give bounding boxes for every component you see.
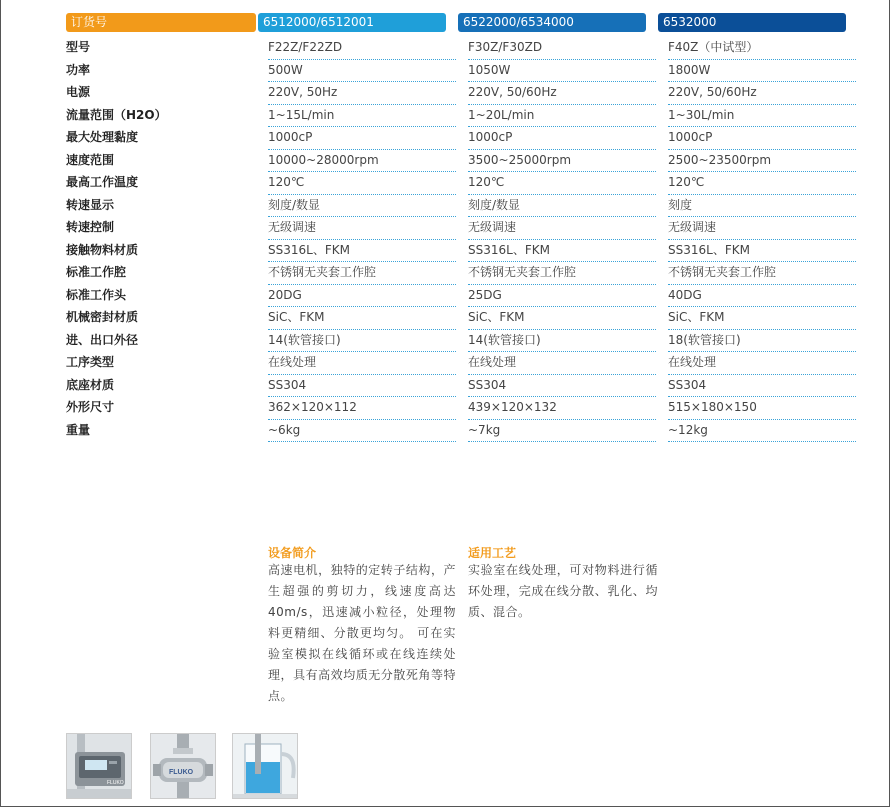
spec-row-value: SS304 <box>668 375 856 398</box>
spec-row-value: 刻度/数显 <box>468 195 656 218</box>
spec-row-value: 500W <box>268 60 456 83</box>
spec-row-value: 1~30L/min <box>668 105 856 128</box>
spec-row-value: 不锈钢无夹套工作腔 <box>468 262 656 285</box>
spec-row-value: 20DG <box>268 285 456 308</box>
product-photo-beaker <box>232 733 298 799</box>
spec-row <box>66 105 858 128</box>
spec-row-value: SiC、FKM <box>468 307 656 330</box>
spec-row-label: 底座材质 <box>66 377 115 392</box>
application-text: 实验室在线处理，可对物料进行循环处理，完成在线分散、乳化、均质、混合。 <box>468 563 658 619</box>
spec-row-label: 接触物料材质 <box>66 242 139 257</box>
spec-row-value: SS316L、FKM <box>668 240 856 263</box>
spec-row-value: 1000cP <box>268 127 456 150</box>
spec-row <box>66 330 858 353</box>
spec-row-label: 流量范围（H2O） <box>66 107 167 122</box>
spec-row-value: 220V, 50Hz <box>268 82 456 105</box>
spec-row-label: 型号 <box>66 40 91 54</box>
spec-row-label: 转速控制 <box>66 220 115 234</box>
spec-row-value: 在线处理 <box>268 352 456 375</box>
spec-row-value: 120℃ <box>468 172 656 195</box>
spec-row-value: 3500~25000rpm <box>468 150 656 173</box>
spec-row-value: SS304 <box>468 375 656 398</box>
spec-row-value: ~6kg <box>268 420 456 443</box>
spec-row-value: SS304 <box>268 375 456 398</box>
spec-row-label: 最大处理黏度 <box>66 130 139 144</box>
spec-row-label: 标准工作腔 <box>66 265 127 279</box>
spec-row <box>66 285 858 308</box>
spec-row-value: 220V, 50/60Hz <box>668 82 856 105</box>
spec-row <box>66 172 858 195</box>
spec-row-value: ~7kg <box>468 420 656 443</box>
spec-row <box>66 195 858 218</box>
application-title: 适用工艺 <box>468 546 517 560</box>
spec-row-value: 18(软管接口) <box>668 330 856 353</box>
spec-row-label: 机械密封材质 <box>66 310 139 324</box>
spec-row-value: SiC、FKM <box>268 307 456 330</box>
spec-table-header <box>66 13 858 32</box>
spec-row-value: 14(软管接口) <box>468 330 656 353</box>
spec-row-value: 25DG <box>468 285 656 308</box>
spec-row-label: 功率 <box>66 62 91 77</box>
spec-row-value: F22Z/F22ZD <box>268 37 456 60</box>
spec-row <box>66 420 858 443</box>
spec-row-value: F40Z（中试型） <box>668 37 856 60</box>
model-column-3: 6532000 <box>658 13 846 32</box>
spec-row-value: 362×120×112 <box>268 397 456 420</box>
spec-row-value: 在线处理 <box>668 352 856 375</box>
spec-row-value: 无级调速 <box>668 217 856 240</box>
spec-row-value: SS316L、FKM <box>268 240 456 263</box>
spec-row <box>66 262 858 285</box>
spec-row <box>66 352 858 375</box>
spec-row-label: 速度范围 <box>66 152 115 167</box>
description-title: 设备简介 <box>268 546 317 560</box>
spec-row <box>66 127 858 150</box>
spec-row-label: 外形尺寸 <box>66 400 115 414</box>
order-number-label: 订货号 <box>66 13 256 32</box>
spec-row-value: 1050W <box>468 60 656 83</box>
spec-row-value: 14(软管接口) <box>268 330 456 353</box>
spec-row-value: 515×180×150 <box>668 397 856 420</box>
spec-row <box>66 240 858 263</box>
spec-row-value: SiC、FKM <box>668 307 856 330</box>
spec-row-value: 不锈钢无夹套工作腔 <box>668 262 856 285</box>
spec-row-value: 1000cP <box>468 127 656 150</box>
spec-row-value: 220V, 50/60Hz <box>468 82 656 105</box>
spec-row-value: 无级调速 <box>468 217 656 240</box>
spec-row <box>66 375 858 398</box>
spec-table-body <box>66 37 858 442</box>
spec-row-label: 进、出口外径 <box>66 332 139 347</box>
spec-row-value: 40DG <box>668 285 856 308</box>
spec-row <box>66 37 858 60</box>
spec-row-value: 刻度 <box>668 195 856 218</box>
spec-row-value: 1~20L/min <box>468 105 656 128</box>
spec-row-value: 在线处理 <box>468 352 656 375</box>
spec-row-value: 1~15L/min <box>268 105 456 128</box>
brand-label-2: FLUKO <box>169 769 194 776</box>
spec-row-label: 转速显示 <box>66 197 115 212</box>
spec-row-label: 最高工作温度 <box>66 175 139 189</box>
spec-row-label: 标准工作头 <box>66 287 127 302</box>
spec-table <box>66 13 858 442</box>
product-photo-display-unit <box>66 733 132 799</box>
spec-row-value: 无级调速 <box>268 217 456 240</box>
spec-row <box>66 217 858 240</box>
spec-row-value: 不锈钢无夹套工作腔 <box>268 262 456 285</box>
spec-row-label: 工序类型 <box>66 355 115 369</box>
product-photo-chamber <box>150 733 216 799</box>
spec-row-label: 重量 <box>66 422 91 437</box>
spec-row <box>66 307 858 330</box>
spec-row-value: 刻度/数显 <box>268 195 456 218</box>
description-text: 高速电机，独特的定转子结构，产生超强的剪切力，线速度高达40m/s，迅速减小粒径，处理物料更精细、分散更均匀。 可在实验室模拟在线循环或在线连续处理，具有高效均质无分散死角等特点。 <box>268 563 456 703</box>
brand-label-1: FLUKO <box>107 780 124 786</box>
spec-row-value: 120℃ <box>268 172 456 195</box>
spec-row-label: 电源 <box>66 85 91 99</box>
spec-row <box>66 60 858 83</box>
spec-row <box>66 397 858 420</box>
spec-row-value: 120℃ <box>668 172 856 195</box>
model-column-1: 6512000/6512001 <box>258 13 446 32</box>
spec-row-value: 439×120×132 <box>468 397 656 420</box>
model-column-2: 6522000/6534000 <box>458 13 646 32</box>
spec-row-value: 1000cP <box>668 127 856 150</box>
spec-row-value: 10000~28000rpm <box>268 150 456 173</box>
spec-row <box>66 150 858 173</box>
spec-row-value: SS316L、FKM <box>468 240 656 263</box>
spec-row-value: 2500~23500rpm <box>668 150 856 173</box>
spec-row-value: F30Z/F30ZD <box>468 37 656 60</box>
spec-row-value: ~12kg <box>668 420 856 443</box>
spec-row-value: 1800W <box>668 60 856 83</box>
spec-row <box>66 82 858 105</box>
